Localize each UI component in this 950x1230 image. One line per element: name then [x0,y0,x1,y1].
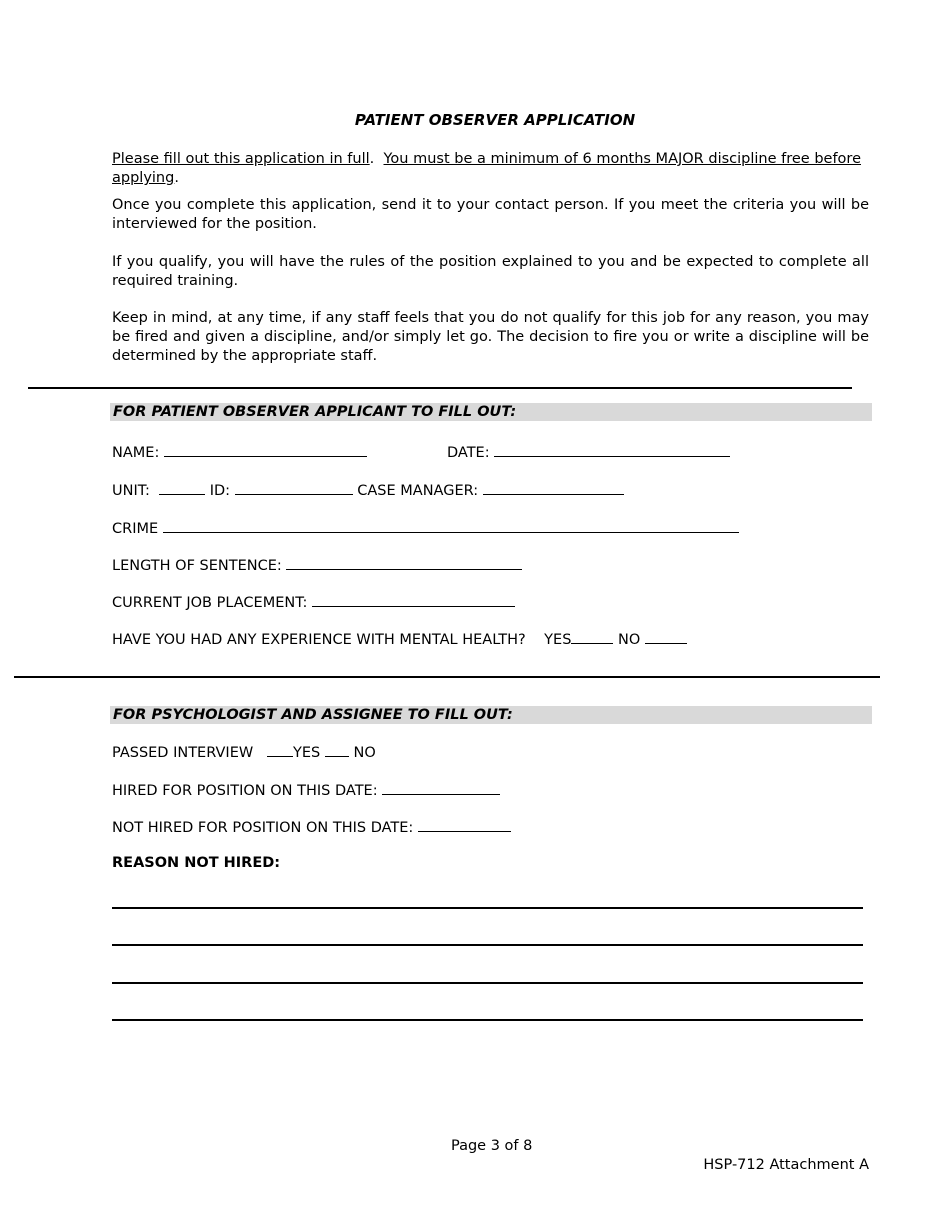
interview-yes-label: YES [293,745,321,761]
intro-paragraph-1: Once you complete this application, send it to your contact person. If you meet the criteria you will be interviewed for the position. [112,197,869,232]
unit-field[interactable] [159,480,205,495]
id-field[interactable] [235,480,353,495]
psychologist-section-heading: FOR PSYCHOLOGIST AND ASSIGNEE TO FILL OUT: [110,706,872,724]
case-manager-field[interactable] [483,480,624,495]
intro-paragraph-2: If you qualify, you will have the rules of the position explained to you and be expected to complete all required training. [112,254,869,289]
experience-row [112,629,687,650]
fill-in-full-text: Please fill out this application in full [112,151,370,167]
name-row [112,442,367,463]
attachment-id: HSP-712 Attachment A [703,1157,869,1173]
crime-label: CRIME [112,521,159,537]
sentence-row [112,555,522,576]
reason-line-3[interactable] [112,982,863,984]
crime-row [112,518,739,539]
experience-yes-field[interactable] [571,629,613,644]
experience-yes-label: YES [544,632,572,648]
interview-yes-field[interactable] [267,742,293,757]
applicant-section-heading: FOR PATIENT OBSERVER APPLICANT TO FILL OUT: [110,403,872,421]
sentence-label: LENGTH OF SENTENCE: [112,558,282,574]
name-label: NAME: [112,445,160,461]
hired-label: HIRED FOR POSITION ON THIS DATE: [112,783,378,799]
reason-line-1[interactable] [112,907,863,909]
divider-middle [14,676,880,678]
page-title: PATIENT OBSERVER APPLICATION [354,111,636,129]
divider-top [28,387,852,389]
hired-date-field[interactable] [382,780,500,795]
job-row [112,592,515,613]
page-number: Page 3 of 8 [451,1138,533,1154]
experience-no-label: NO [618,632,641,648]
intro-requirements: Please fill out this application in full. You must be a minimum of 6 months MAJOR discipline free before applying. [112,151,861,186]
reason-line-2[interactable] [112,944,863,946]
date-label: DATE: [447,445,490,461]
interview-label: PASSED INTERVIEW [112,745,254,761]
crime-field[interactable] [163,518,739,533]
not-hired-label: NOT HIRED FOR POSITION ON THIS DATE: [112,820,414,836]
minimum-discipline-free-text: You must be a minimum of 6 months MAJOR discipline free before applying [112,151,861,186]
intro-paragraph-3: Keep in mind, at any time, if any staff feels that you do not qualify for this job for any reason, you may be fired and given a discipline, and/or simply let go. The decision to fire you or write a discipline will be determined by the appropriate staff. [112,310,869,364]
reason-line-4[interactable] [112,1019,863,1021]
job-field[interactable] [312,592,515,607]
date-field[interactable] [494,442,730,457]
name-field[interactable] [164,442,367,457]
experience-label: HAVE YOU HAD ANY EXPERIENCE WITH MENTAL HEALTH? [112,632,526,648]
hired-row [112,780,500,801]
reason-label: REASON NOT HIRED: [112,855,281,871]
not-hired-row [112,817,511,838]
id-label: ID: [209,483,231,499]
interview-no-field[interactable] [325,742,349,757]
unit-id-row [112,480,624,501]
date-row [447,442,730,463]
unit-label: UNIT: [112,483,150,499]
interview-row [112,742,376,763]
sentence-field[interactable] [286,555,522,570]
job-label: CURRENT JOB PLACEMENT: [112,595,308,611]
interview-no-label: NO [353,745,376,761]
experience-no-field[interactable] [645,629,687,644]
not-hired-date-field[interactable] [418,817,511,832]
case-manager-label: CASE MANAGER: [357,483,479,499]
